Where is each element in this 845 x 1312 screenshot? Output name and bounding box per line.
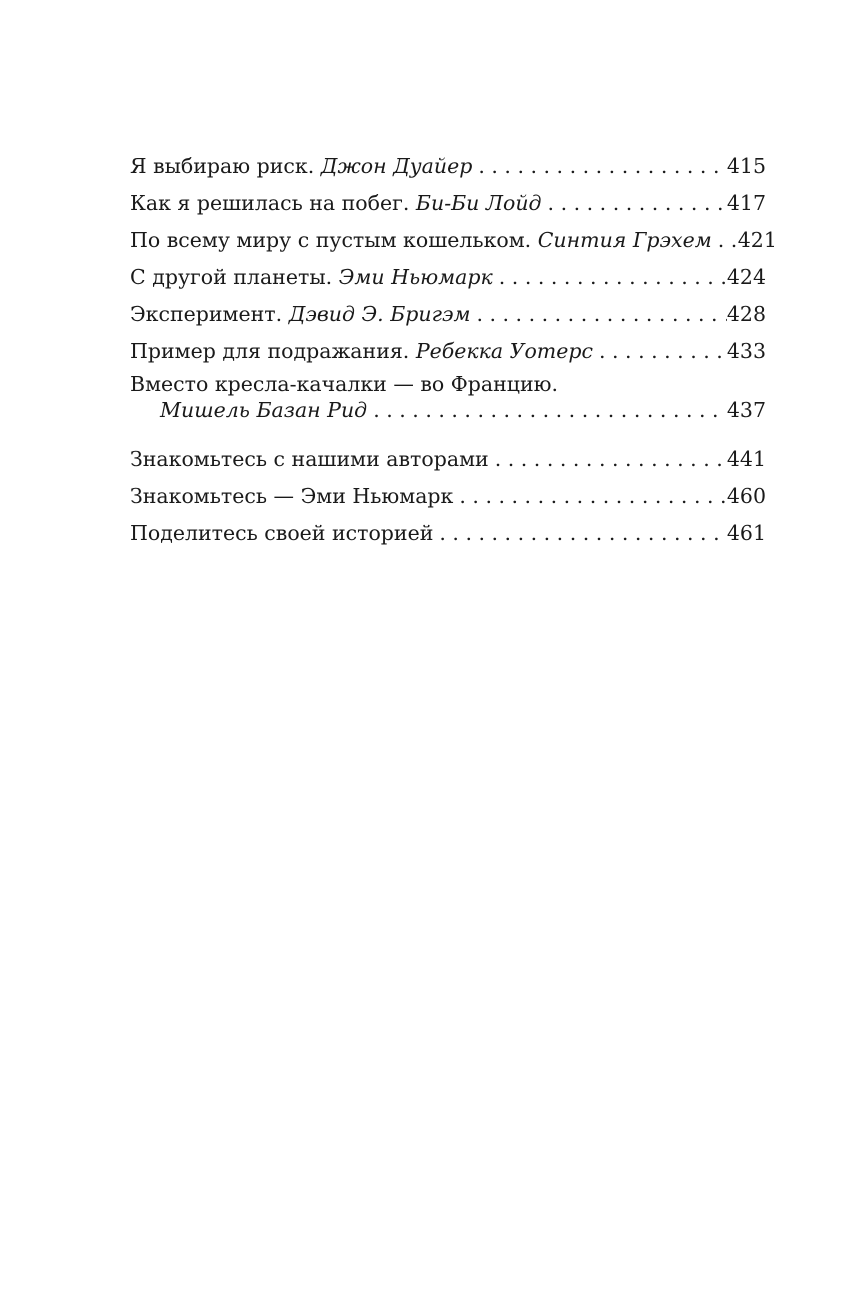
entry-page-number: 433 bbox=[726, 339, 766, 363]
dot-leader bbox=[712, 222, 738, 259]
dot-leader bbox=[453, 478, 726, 515]
entry-title: Как я решилась на побег. bbox=[130, 191, 410, 215]
entry-title: Поделитесь своей историей bbox=[130, 521, 434, 545]
entry-author: Дэвид Э. Бригэм bbox=[288, 302, 471, 326]
toc-entry[interactable] bbox=[130, 370, 766, 422]
dot-leader bbox=[472, 148, 727, 185]
entry-title: Пример для подражания. bbox=[130, 339, 410, 363]
toc-entry[interactable] bbox=[130, 185, 766, 222]
entry-page-number: 441 bbox=[726, 447, 766, 471]
entry-page-number: 437 bbox=[726, 398, 766, 422]
table-of-contents bbox=[130, 148, 777, 552]
dot-leader bbox=[433, 515, 726, 552]
entry-title: Знакомьтесь с нашими авторами bbox=[130, 447, 489, 471]
entry-page-number: 460 bbox=[726, 484, 766, 508]
entry-page-number: 421 bbox=[737, 228, 777, 252]
entry-title: Знакомьтесь — Эми Ньюмарк bbox=[130, 484, 454, 508]
entry-title: Я выбираю риск. bbox=[130, 154, 315, 178]
entry-page-number: 428 bbox=[726, 302, 766, 326]
entry-title: Вместо кресла-качалки — во Францию. bbox=[130, 372, 559, 396]
dot-leader bbox=[542, 185, 727, 222]
entry-page-number: 461 bbox=[726, 521, 766, 545]
entry-author: Джон Дуайер bbox=[320, 154, 473, 178]
entry-author-line bbox=[130, 398, 766, 422]
entry-author: Синтия Грэхем bbox=[537, 228, 712, 252]
entry-author: Мишель Базан Рид bbox=[160, 398, 368, 422]
toc-entry[interactable] bbox=[130, 222, 777, 259]
entry-author: Би-Би Лойд bbox=[415, 191, 542, 215]
entry-title: С другой планеты. bbox=[130, 265, 333, 289]
toc-entry[interactable] bbox=[130, 296, 766, 333]
entry-title: Эксперимент. bbox=[130, 302, 283, 326]
dot-leader bbox=[493, 259, 727, 296]
toc-entry[interactable] bbox=[130, 333, 766, 370]
dot-leader bbox=[470, 296, 726, 333]
entry-page-number: 424 bbox=[726, 265, 766, 289]
toc-entry[interactable] bbox=[130, 148, 766, 185]
entry-page-number: 417 bbox=[726, 191, 766, 215]
entry-author: Эми Ньюмарк bbox=[338, 265, 493, 289]
toc-entry[interactable] bbox=[130, 515, 766, 552]
entry-title: По всему миру с пустым кошельком. bbox=[130, 228, 532, 252]
toc-entry[interactable] bbox=[130, 259, 766, 296]
entry-page-number: 415 bbox=[726, 154, 766, 178]
toc-entry[interactable] bbox=[130, 478, 766, 515]
toc-entry[interactable] bbox=[130, 441, 766, 478]
entry-author: Ребекка Уотерс bbox=[415, 339, 593, 363]
dot-leader bbox=[367, 398, 727, 422]
dot-leader bbox=[489, 441, 727, 478]
section-gap bbox=[130, 422, 766, 441]
dot-leader bbox=[593, 333, 727, 370]
